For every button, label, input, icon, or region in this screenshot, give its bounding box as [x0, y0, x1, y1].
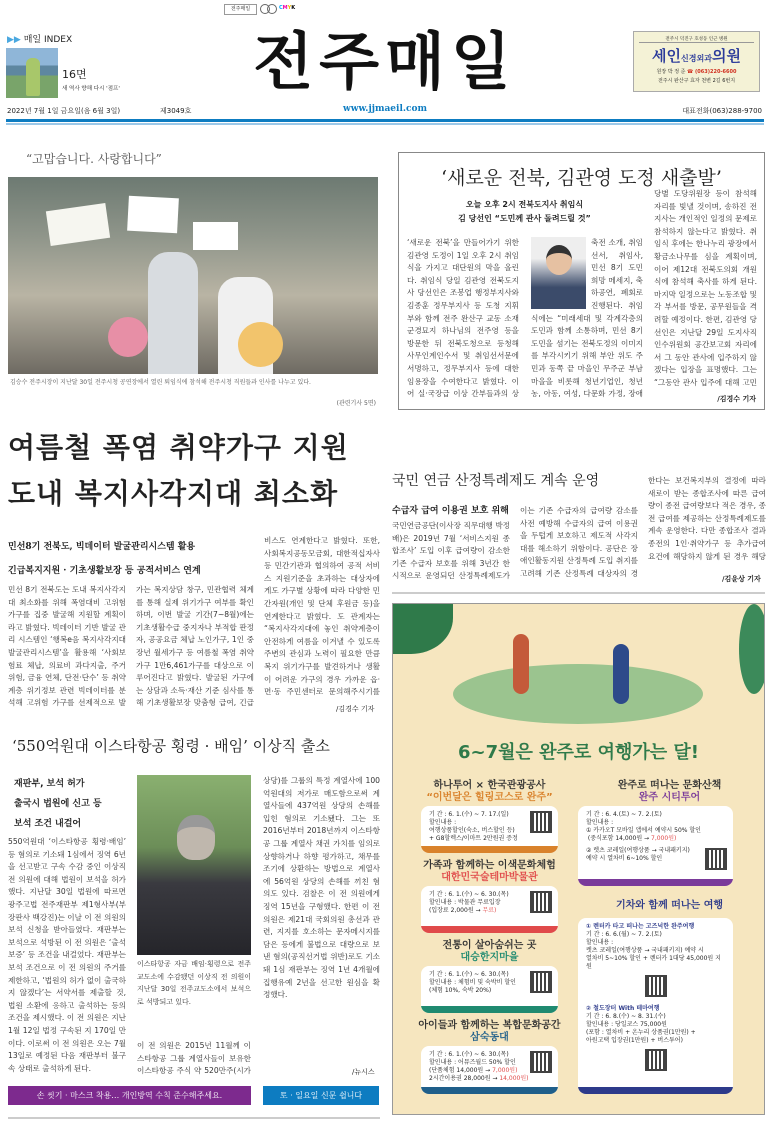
ad-card-hanji[interactable]: 기 간 : 6. 1.(수) ~ 6. 30.(목) 할인내용 : 체험비 및 숙박비 할인 (체험 10%, 숙박 20%)	[421, 966, 558, 1013]
top-ad[interactable]	[633, 31, 760, 92]
subheadline: 김 당선인 “도민께 관사 돌려드릴 것”	[458, 214, 591, 223]
headline: ‘새로운 전북, 김관영 도정 새출발’	[441, 167, 722, 189]
main-phone: 대표전화(063)288-9700	[682, 107, 762, 115]
ad-card-heading: 하나투어 × 한국관광공사 “이번달은 힐링코스로 완주”	[426, 780, 553, 803]
article-body: 비스도 연계한다고 밝혔다. 또한, 사회복지공동모금회, 대한적십자사 등 민간기관과 협의하여 공적 서비스 지원기준을 초과하는 대상자에게도 가구별 상황에 따라 다양한 민간자원(개인 및 단체 후원금 등)을 연계한다고 밝혔다. 도 관계자는 “복지사각지대에 놓인 취약계층이 안전하게 여름을 이겨낼 수 있도록 주변의 관심과 노력이 필요한 만큼 복지 위기가구를 발견하거나 생활이 어려운 가구의 경우 가까운 읍·면·동 주민센터로 문의해주시기를	[264, 536, 380, 697]
index-page[interactable]: 16면	[62, 68, 87, 81]
weekend-notice-banner: 토 · 일요일 신문 쉽니다	[263, 1086, 379, 1105]
ad-contact: 원장 박 정 준 ☎ (063)220-6600	[656, 69, 737, 75]
divider	[392, 592, 765, 594]
ad-card-heading: 전통이 살아숨쉬는 곳 대승한지마을	[442, 940, 537, 963]
photo-caption: 김승수 전주시장이 지난달 30일 전주시청 공연장에서 열린 퇴임식에 참석해 전주시청 직원들과 인사를 나누고 있다.	[10, 379, 311, 386]
cmyk-mark: CMYK	[279, 5, 296, 11]
article-body: 이는 기존 수급자의 급여량 감소를 사전 예방해 수급자의 급여 이용권을 두텁게 보호하고 제도적 사각지대를 해소하기 위함이다. 공단은 장애인활동지원 산정특례 도입 취지를 고려해 기존 산정특례 대상자의 경	[520, 506, 638, 578]
photo-caption: 이스타항공 자금 배임·횡령으로 전주교도소에 수감됐던 이상직 전 의원이 지난달 30일 전주교도소에서 보석으로 석방되고 있다.	[137, 960, 251, 1006]
subheadline: 오늘 오후 2시 전북도지사 취임식	[465, 200, 584, 209]
qr-code-icon	[645, 1049, 667, 1071]
photo-lee-sangjik	[137, 775, 251, 955]
ad-card-heading: 완주로 떠나는 문화산책 완주 시티투어	[617, 780, 722, 803]
related-article[interactable]: (관련기사 5면)	[336, 400, 376, 407]
ad-card-complex[interactable]: 기 간 : 6. 1.(수) ~ 6. 30.(목) 할인내용 : 어뮤즈월드 50% 할인 (단품체험 14,000원 → 7,000원) 2시간이용권 28,000원 → 14,000원)	[421, 1046, 558, 1094]
ad-card-heading: 가족과 함께하는 이색문화체험 대한민국술테마박물관	[423, 860, 556, 883]
quarantine-banner: 손 씻기 · 마스크 착용… 개인방역 수칙 준수해주세요.	[8, 1086, 251, 1105]
photo-story-title: “고맙습니다. 사랑합니다”	[26, 152, 162, 166]
governor-article	[398, 152, 765, 410]
header-rule	[6, 119, 764, 122]
ad-line: (포함 : 열차비 + 온누리 상품권(1만원) +	[586, 1029, 696, 1036]
article-body: 축전 소개, 취임선서, 취임사, 민선 8기 도민 희망 메세지, 축하공연, 폐회로 진행된다. 취임식에는 “미래세대 및 각계각층의 도민과 함께 소통하며, 민선 8기 도민을 섬기는 전북도정의 이미지를 부각시키기 위해 부안 위도 주민과 동쪽 끝 마을인 무주군 부남마을을 비롯해 청년기업인, 청년농, 아동, 여성, 다문화 가정, 장애	[531, 238, 643, 399]
double-arrow-icon: ▶▶	[7, 35, 21, 45]
ad-line: 아원고택 입장권(1만원) + 버스투어)	[586, 1037, 683, 1044]
eastar-headline: ‘550억원대 이스타항공 횡령 · 배임’ 이상직 출소	[12, 737, 330, 755]
print-label: 전주매일	[224, 4, 257, 15]
article-body: 이 전 의원은 2015년 11월께 이스타항공 그룹 계열사들이 보유한 이스타항공 주식 약 520만주(시가	[137, 1041, 251, 1076]
article-body: 당별 도당위원장 등이 참석해 자리를 빛낼 것이며, 송하진 전 지사는 개인적인 일정의 문제로 참석하지 않는다고 밝혔다. 취임식 후에는 한나누리 광장에서 황금소나무를 심을 계획이며, 이어 제12대 전북도의회 개원식에 참석해 축사를 하게 된다. 마지막 일정으로는 노동조합 및 각 부서를 방문, 공무원들을 격려할 예정이다. 한편, 김관영 당선인은 지난달 29일 도지사직 인수위원회 공간보고회 자리에서 그 동안 관사에 입주하지 않겠다는 입장을 표명했다. 그는 “그동안 관사 입주에 대해 고민	[654, 189, 757, 387]
byline: /뉴시스	[352, 1068, 375, 1076]
index-photo[interactable]	[6, 48, 58, 98]
qr-code-icon	[645, 975, 667, 997]
wanju-travel-ad[interactable]	[392, 603, 765, 1115]
website-link[interactable]: www.jjmaeil.com	[342, 104, 428, 114]
ad-line: 할인내용 : 당일코스 75,000원	[586, 1021, 667, 1028]
qr-code-icon	[705, 848, 727, 870]
qr-code-icon	[530, 811, 552, 833]
ad-tagline: 전주시 덕진구 호성동 인근 병원	[639, 36, 754, 43]
article-body: 상당)를 그룹의 특정 계열사에 100억원대의 저가로 매도함으로써 계열사들에 437억원 상당의 손해를 입힌 혐의로 기소됐다. 그는 또 2016년부터 2018년까지 이스타항공 그룹 계열사 채권 가치를 임의로 상향하거나 하향 평가하고, 채무를 조기에 상환하는 방법으로 계열사에 56억원 상당의 손해를 끼친 혐의도 있다. 검찰은 이 전 의원에게 징역 15년을 구형했다. 한편 이 전 의원은 제21대 국회의원 총선과 관련, 지지를 호소하는 문자메시지를 담은 등에게 불법으로 대량으로 보낸 혐의(공직선거법 위반)로도 기소돼 1심 재판부는 징역 1년 4개월에 집행유예 2년을 선고한 원심을 확정했다.	[263, 776, 380, 1000]
ad-card-heading: 기차와 함께 떠나는 여행	[615, 900, 724, 911]
welfare-subheadline: 민선8기 전북도, 빅데이터 발굴관리시스템 활용 긴급복지지원 · 기초생활보장 등 공적서비스 연계	[8, 542, 201, 576]
ad-title: 6~7월은 완주로 여행가는 달!	[457, 742, 700, 763]
governor-portrait	[531, 237, 586, 309]
qr-code-icon	[530, 891, 552, 913]
qr-code-icon	[530, 971, 552, 993]
index-title: ▶▶ 매일 INDEX	[7, 35, 73, 45]
masthead-logo: 전주매일	[253, 25, 517, 98]
article-body: 가는 복지상담 창구, 민관협력 체계를 통해 실제 위기가구 여부를 확인하며, 이번 발굴 기간(7~8월)에는 기초생활수급 중지자나 부적합 판정자, 공공요금 체납 노인가구, 1인 중장년 월세가구 등 여름철 폭염 취약가구 1만6,461가구를 대상으로 이루어진다고 밝혔다. 발굴된 가구에는 상담과 소득·재산 기준 심사를 통해 기초생활보장 맞춤형 급여, 긴급	[136, 585, 254, 708]
welfare-headline: 여름철 폭염 취약가구 지원 도내 복지사각지대 최소화	[8, 431, 349, 510]
pension-subheadline: 수급자 급여 이용권 보호 위해	[392, 506, 509, 516]
ad-clinic-name: 세인신경외과의원	[652, 47, 741, 65]
byline: /김경수 기자	[717, 395, 756, 403]
article-column	[531, 237, 643, 401]
header-rule	[6, 123, 764, 125]
issue-date: 2022년 7월 1일 금요일(음 6월 3일)	[7, 107, 121, 115]
index-teaser[interactable]: 새 역사 향해 다시 '점프'	[62, 86, 120, 92]
pension-headline: 국민 연금 산정특례제도 계속 운영	[392, 473, 600, 489]
eastar-subheadline: 재판부, 보석 허가 출국시 법원에 신고 등 보석 조건 내걸어	[14, 779, 102, 829]
ad-card-citytour[interactable]: 기 간 : 6. 4.(토) ~ 7. 2.(토) 할인내용 : ① 카카오T 모바일 앱에서 예약시 50% 할인 (중식포함 14,000원 → 7,000원) ② 렛츠 코레일(여행상품 → 국내패키지) 예약 시 열차비 6~10% 할인	[578, 806, 733, 886]
photo-retiring-mayor	[8, 177, 378, 374]
byline: /김경수 기자	[336, 705, 375, 713]
registration-mark-icon	[267, 4, 277, 14]
ad-line: 기 간 : 6. 8.(수) ~ 8. 31.(수)	[586, 1013, 666, 1020]
issue-number: 제3049호	[160, 107, 192, 115]
article-body: ‘새로운 전북’을 만들어가기 위한 김관영 도정이 1일 오후 2시 취임식을 가지고 대단원의 막을 올린다. 취임식 당일 김관영 전북도지사 당선인은 조봉업 행정부지사와 김종훈 정무부지사 등 도청 지휘부와 함께 전주 완산구 교동 소재 군경묘지 하나님의 전주영 등을 방문한 뒤 전북도청으로 등청해 사무인계인수서 및 취임선서문에 서명하고, 정무부지사 등에 대한 임용장을 수여한다고 밝혔다. 이어 실·국장급 이상 간부들과의 상	[407, 238, 519, 399]
byline: /김윤상 기자	[722, 575, 761, 583]
article-body: 한다는 보건복지부의 결정에 따라 새로이 받는 종합조사에 따른 급여량이 종전 급여량보다 적은 경우, 종전 급여를 제공하는 산정특례제도를 계속 운영한다. 다만 종합조사 결과 종전의 1인·취약가구 등 추가급여 요건에 해당하지 않게 된 경우 해당	[648, 476, 766, 561]
ad-card-heading: 아이들과 함께하는 복합문화공간 삼숙동대	[418, 1020, 561, 1043]
ad-card-train[interactable]: ① 렌터카 타고 떠나는 고즈넉한 완주여행 기 간 : 6. 6.(월) ~ 7. 2.(토) 할인내용 : 렛츠 코레일(여행상품 → 국내패키지) 예약 시 열차비 5~10% 할인 + 렌터카 1대당 45,000원 지원 ② 철도장터 With 테마여행 기 간 : 6. 8.(수) ~ 8. 31.(수) 할인내용 : 당일코스 75,000원 (포함 : 열차비 + 온누리 상품권(1만원) + 아원고택 입장권(1만원) + 버스투어)	[578, 918, 733, 1094]
article-body: 국민연금공단(이사장 직무대행 박정배)은 2019년 7월 ‘서비스지원 종합조사’ 도입 이후 급여량이 감소한 기존 수급자 보호를 위해 3년간 한시적으로 운영되던 산정특례제도가	[392, 521, 510, 581]
qr-code-icon	[530, 1051, 552, 1073]
ad-address: 전주시 완산구 효자 천변 2길 6번지	[657, 78, 736, 84]
ad-card-museum[interactable]: 기 간 : 6. 1.(수) ~ 6. 30.(목) 할인내용 : 박물관 무료입장 (입장료 2,000원 → 무료)	[421, 886, 558, 933]
ad-card-hanatour[interactable]: 기 간 : 6. 1.(수) ~ 7. 17.(일) 할인내용 : 여행상품할인(숙소, 버스할인 등) + G8할렉스/이마트 2만원권 증정	[421, 806, 558, 853]
article-body: 민선 8기 전북도는 도내 복지사각지대 최소화를 위해 폭염대비 고위험 가구를 집중 발굴해 지원할 계획이라고 밝혔다. 빅데이터 기반 발굴 관리 시스템인 ‘행복e음 복지사각지대 발굴관리시스템’을 활용해 ‘사회보험료 체납, 의료비 과다지출, 주거 위험, 금융 연체, 단전·단수’ 등 취약계층 위기정보 관련 빅데이터를 분석해 고위험 가구를 선제적으로 발	[8, 585, 126, 708]
divider	[8, 1117, 380, 1119]
article-body: 550억원대 ‘이스타항공 횡령·배임’ 등 혐의로 기소돼 1심에서 징역 6년을 선고받고 구속 수감 중인 이상직 전 의원에 대해 법원이 보석을 허가했다. 지난달 30일 법원에 따르면 광주고법 전주재판부 제1형사부(부장판사 백강진)는 이날 이 전 의원의 보석 신청을 받아들였다. 재판부는 보석으로 석방된 이 전 의원은 ‘출석 보증’ 등 조건을 내걸었다. 재판부는 보석 조건으로 이 전 의원의 주거를 제한하고, ‘법원의 허가 없이 출국하지 않겠다’는 서약서를 제출할 것, 법원 소환에 응하고 출석하는 등의 조건을 제시했다. 이 전 의원은 지난 1월 12일 법정 구속된 지 170일 만이다. 이로써 이 전 의원은 오는 7월 13일로 예정된 다음 재판부터 불구속 상태로 출석하게 된다.	[8, 837, 126, 1073]
